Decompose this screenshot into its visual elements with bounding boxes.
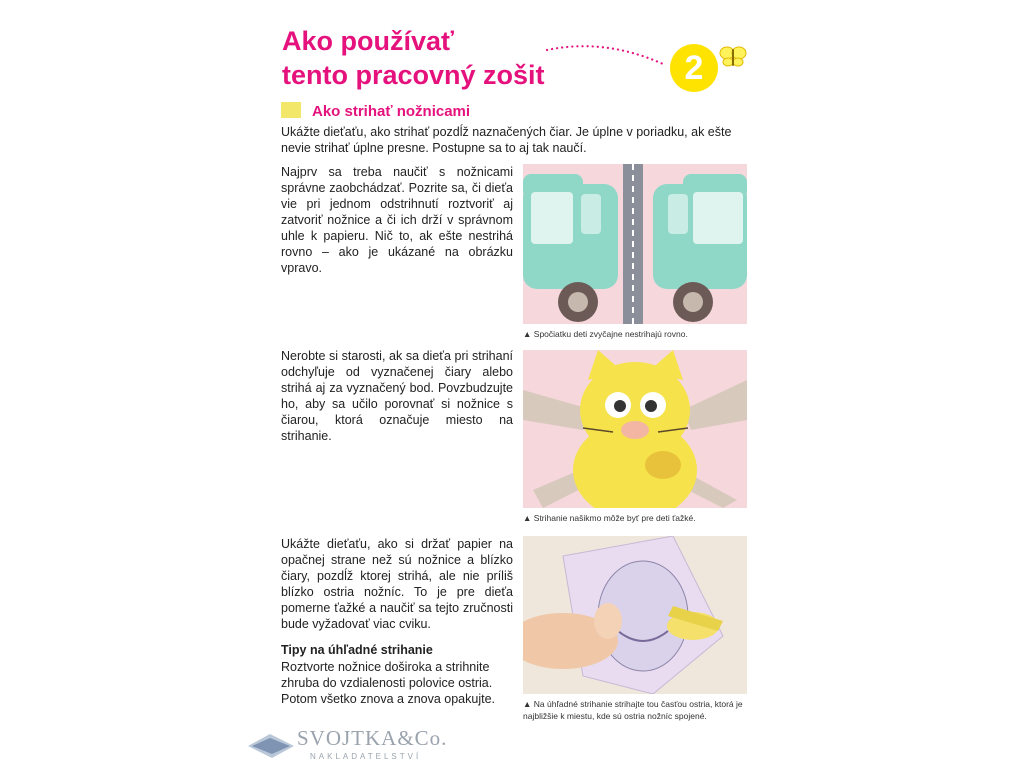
paragraph-3: Ukážte dieťaťu, ako si držať papier na opačnej strane než sú nožnice a blízko čiary, pozdĺž ktorej strihá, ale nie príliš blízko ostria nožníc. To je pre dieťa pomerne ťažké a naučiť sa tejto zručnosti bude vyžadovať viac cviku. [281, 537, 513, 631]
hands-photo-illustration [523, 536, 747, 694]
tips-heading: Tipy na úhľadné strihanie [281, 643, 433, 657]
car-cutting-illustration [523, 164, 747, 324]
caption-1: ▲ Spočiatku deti zvyčajne nestrihajú rovno. [523, 329, 688, 339]
page-title [282, 24, 545, 92]
caption-2: ▲ Strihanie našikmo môže byť pre deti ťažké. [523, 513, 696, 523]
section-title: Ako strihať nožnicami [312, 103, 471, 120]
page-number-badge: 2 [670, 44, 718, 92]
dotted-trail-decoration [545, 42, 675, 82]
title-line-2: tento pracovný zošit [282, 60, 545, 90]
cat-cutting-illustration [523, 350, 747, 508]
paragraph-2: Nerobte si starosti, ak sa dieťa pri strihaní odchyľuje od vyznačenej čiary alebo strihá aj za vyznačený bod. Povzbudzujte ho, aby sa učilo porovnať si nožnice s čiarou, ktorá označuje miesto na strihanie. [281, 349, 513, 443]
title-line-1: Ako používať [282, 26, 454, 56]
publisher-subtitle: NAKLADATELSTVÍ [310, 752, 422, 761]
tips-text: Roztvorte nožnice doširoka a strihnite zhruba do vzdialenosti polovice ostria. Potom všetko znova a znova opakujte. [281, 660, 496, 706]
cat-illustration [523, 350, 747, 508]
hands-cutting-photo [523, 536, 747, 694]
car-illustration [523, 164, 747, 324]
section-marker [281, 102, 301, 118]
butterfly-icon [718, 44, 748, 70]
publisher-name: SVOJTKA&Co. [297, 726, 448, 750]
intro-text: Ukážte dieťaťu, ako strihať pozdĺž naznačených čiar. Je úplne v poriadku, ak ešte nevie strihať úplne presne. Postupne sa to aj tak naučí. [281, 125, 732, 155]
caption-3: ▲ Na úhľadné strihanie strihajte tou časťou ostria, ktorá je najbližšie k miestu, kde sú ostria nožníc spojené. [523, 699, 743, 721]
paragraph-1: Najprv sa treba naučiť s nožnicami správne zaobchádzať. Pozrite sa, či dieťa vie pri jednom odstrihnutí roztvoriť aj zatvoriť nožnice a či ich drží v správnom uhle k papieru. Nič to, ak ešte nestrihá rovno – ako je ukázané na obrázku vpravo. [281, 165, 513, 275]
